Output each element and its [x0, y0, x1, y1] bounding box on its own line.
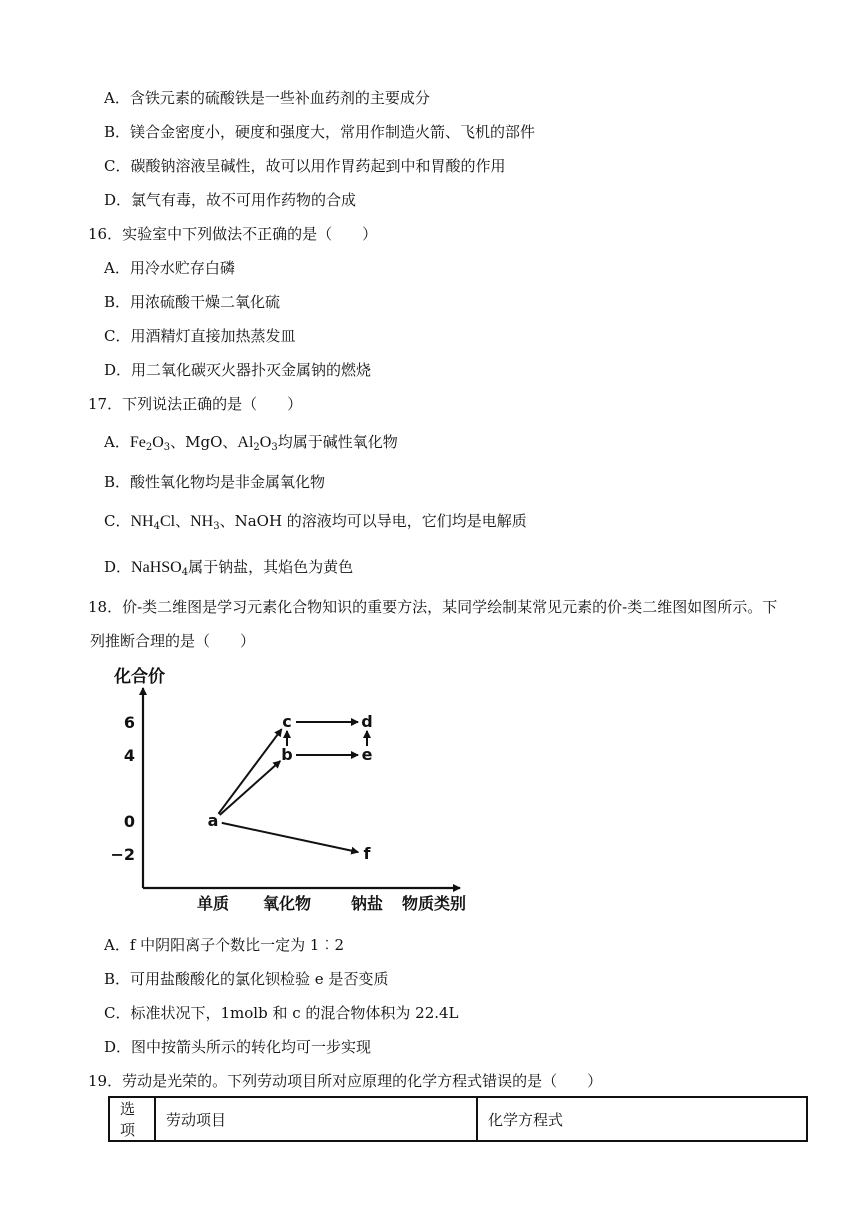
point-d: d	[361, 712, 373, 731]
point-f: f	[363, 844, 371, 863]
q16-option-b: B．用浓硫酸干燥二氧化硫	[104, 293, 281, 311]
y-axis-title: 化合价	[114, 667, 165, 687]
q19-table	[108, 1096, 808, 1142]
arrow-a-f	[222, 823, 358, 852]
q15-option-c: C．碳酸钠溶液呈碱性，故可以用作胃药起到中和胃酸的作用	[104, 157, 506, 175]
y-tick-label: 6	[123, 713, 135, 732]
q15-option-a: A．含铁元素的硫酸铁是一些补血药剂的主要成分	[104, 89, 430, 107]
table-header-cell: 劳动项目	[155, 1097, 477, 1141]
q18-stem-line1: 18．价-类二维图是学习元素化合物知识的重要方法，某同学绘制某常见元素的价-类二维图如图所示。下	[88, 598, 778, 616]
q15-option-b: B．镁合金密度小，硬度和强度大，常用作制造火箭、飞机的部件	[104, 123, 536, 141]
q19-stem: 19．劳动是光荣的。下列劳动项目所对应原理的化学方程式错误的是（ ）	[88, 1072, 603, 1090]
y-tick-label: −2	[110, 845, 135, 864]
x-category-label: 钠盐	[350, 894, 384, 913]
q17-option-c: C．$NH_4Cl$、$NH_3$、NaOH 的溶液均可以导电，它们均是电解质	[104, 512, 527, 532]
q18-option-c: C．标准状况下，1molb 和 c 的混合物体积为 22.4L	[104, 1004, 459, 1022]
point-e: e	[361, 745, 373, 764]
q17-option-d: D．NaHSO$_4$属于钠盐，其焰色为黄色	[104, 558, 354, 578]
point-b: b	[281, 745, 293, 764]
x-category-label: 氧化物	[262, 894, 312, 913]
q18-option-d: D．图中按箭头所示的转化均可一步实现	[104, 1038, 372, 1056]
q17-option-a: A．$Fe_2O_3$、MgO、$Al_2O_3$均属于碱性氧化物	[104, 433, 398, 453]
point-c: c	[282, 712, 292, 731]
q16-option-c: C．用酒精灯直接加热蒸发皿	[104, 327, 296, 345]
table-header-row	[109, 1097, 807, 1141]
arrow-a-b	[220, 761, 281, 815]
arrow-a-c	[218, 729, 281, 814]
table-header-cell: 化学方程式	[477, 1097, 807, 1141]
q16-option-d: D．用二氧化碳灭火器扑灭金属钠的燃烧	[104, 361, 372, 379]
table-header-cell: 选项	[109, 1097, 155, 1141]
q18-option-a: A．f 中阴阳离子个数比一定为 1︰2	[104, 936, 345, 954]
q17-option-b: B．酸性氧化物均是非金属氧化物	[104, 473, 326, 491]
point-a: a	[207, 811, 219, 830]
x-axis-title: 物质类别	[402, 894, 467, 913]
x-category-label: 单质	[196, 894, 230, 913]
y-tick-label: 0	[123, 812, 135, 831]
y-tick-label: 4	[123, 746, 135, 765]
q15-option-d: D．氯气有毒，故不可用作药物的合成	[104, 191, 357, 209]
q17-stem: 17．下列说法正确的是（ ）	[88, 395, 303, 413]
q16-stem: 16．实验室中下列做法不正确的是（ ）	[88, 225, 378, 243]
q16-option-a: A．用冷水贮存白磷	[104, 259, 235, 277]
q18-stem-line2: 列推断合理的是（ ）	[90, 632, 256, 650]
q18-option-b: B．可用盐酸酸化的氯化钡检验 e 是否变质	[104, 970, 389, 988]
valence-class-diagram	[110, 660, 490, 920]
